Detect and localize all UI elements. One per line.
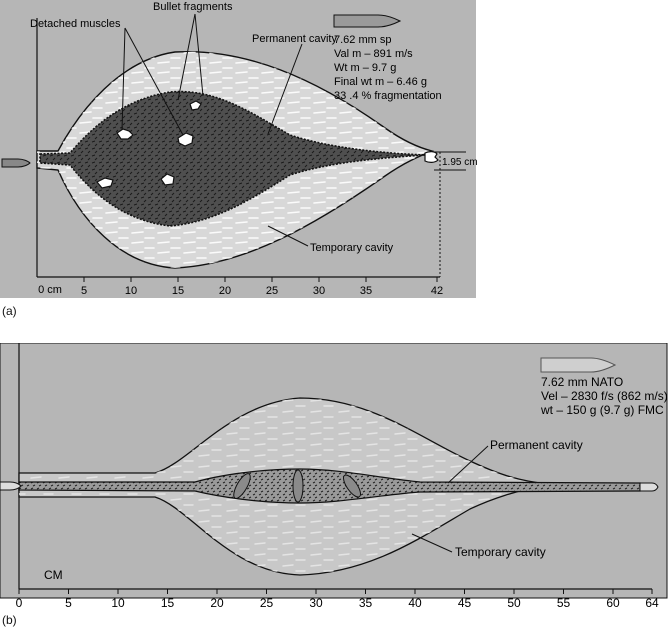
panel-b-label: (b) [2,613,17,627]
tumbling-bullet-2 [293,470,303,502]
tick-label: 30 [309,596,323,610]
panel-b-unit-label: CM [44,568,63,582]
tick-label: 10 [111,596,125,610]
tick-label: 45 [457,596,472,610]
axis-unit: 0 cm [38,284,62,296]
tick-label: 15 [160,596,175,610]
detached-muscles-label: Detached muscles [30,18,121,30]
tick-label: 20 [218,285,232,297]
tick-label: 35 [358,596,373,610]
panel-b [0,343,670,629]
panel-a-incoming-bullet-icon [2,159,30,167]
panel-b-diagram [0,343,670,629]
panel-a-cartridge-icon [334,15,400,27]
tick-label: 25 [259,596,274,610]
spec-line: Final wt m – 6.46 g [334,76,427,88]
tick-label: 50 [507,596,521,610]
tick-label: 5 [65,596,72,610]
spec-line: wt – 150 g (9.7 g) FMC [541,403,664,417]
tick-label: 55 [556,596,571,610]
panel-b-exiting-bullet-icon [640,483,658,491]
spec-line: Wt m – 9.7 g [334,62,397,74]
tick-label: 0 [15,596,23,610]
tick-label: 60 [606,596,620,610]
panel-a-diagram [0,0,670,300]
tick-label: 42 [430,285,444,297]
tick-label: 25 [265,285,279,297]
tick-label: 35 [359,285,373,297]
tick-label: 10 [124,285,138,297]
tick-label: 20 [210,596,224,610]
tick-label: 5 [80,285,88,297]
tick-label: 15 [171,285,185,297]
panel-b-permanent-cavity-label: Permanent cavity [490,438,583,452]
permanent-cavity-label: Permanent cavity [252,33,337,45]
diameter-label: 1.95 cm [442,157,478,168]
spec-line: 33 .4 % fragmentation [334,90,442,102]
spec-line: 7.62 mm NATO [541,375,624,389]
panel-b-incoming-bullet-icon [0,482,21,490]
tick-label: 64 [645,596,659,610]
panel-b-temporary-cavity-label: Temporary cavity [455,545,546,559]
temporary-cavity-label: Temporary cavity [310,242,394,254]
panel-a-label: (a) [2,304,17,318]
spec-line: 7.62 mm sp [334,34,392,46]
tick-label: 40 [408,596,422,610]
panel-b-cartridge-icon [541,358,615,372]
bullet-fragments-label: Bullet fragments [153,1,233,13]
tick-label: 30 [312,285,326,297]
spec-line: Vel – 2830 f/s (862 m/s) [541,389,668,403]
spec-line: Val m – 891 m/s [334,48,413,60]
